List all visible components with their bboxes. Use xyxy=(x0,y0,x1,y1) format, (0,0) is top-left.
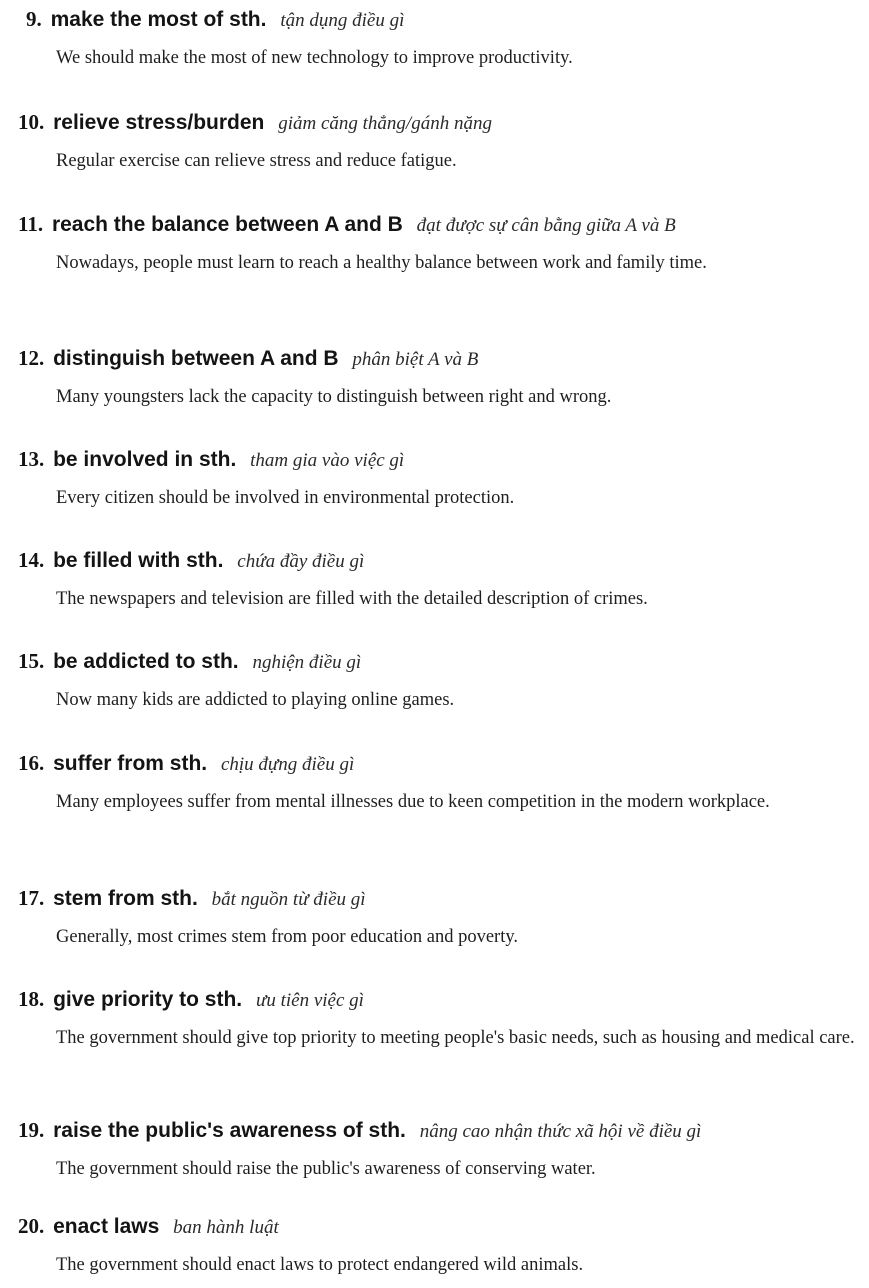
entry-phrase: distinguish between A and B xyxy=(53,347,339,370)
entry-heading xyxy=(18,6,863,34)
entry-number: 9. xyxy=(26,7,42,31)
entry-example: Every citizen should be involved in environmental protection. xyxy=(56,488,515,508)
entry-phrase: relieve stress/burden xyxy=(53,111,265,134)
vocab-entry-16 xyxy=(18,750,863,819)
entry-phrase: be involved in sth. xyxy=(53,448,237,471)
entry-example: Now many kids are addicted to playing online games. xyxy=(56,690,455,710)
entry-example: The newspapers and television are filled with the detailed description of crimes. xyxy=(56,589,648,609)
entry-meaning: ban hành luật xyxy=(173,1217,279,1238)
entry-meaning: chịu đựng điều gì xyxy=(220,754,355,775)
entry-heading xyxy=(18,345,863,373)
entry-meaning: nghiện điều gì xyxy=(252,652,362,673)
entry-meaning: giảm căng thẳng/gánh nặng xyxy=(278,113,492,134)
entry-heading xyxy=(18,986,863,1014)
entry-example: Many employees suffer from mental illnesses due to keen competition in the modern workplace. xyxy=(56,792,770,812)
vocab-entry-14 xyxy=(18,547,863,616)
entry-phrase: give priority to sth. xyxy=(53,988,243,1011)
entry-phrase: enact laws xyxy=(53,1215,160,1238)
entry-phrase: raise the public's awareness of sth. xyxy=(53,1119,406,1142)
entry-phrase: be filled with sth. xyxy=(53,549,224,572)
entry-number: 10. xyxy=(18,110,45,134)
entry-number: 12. xyxy=(18,346,45,370)
entry-number: 15. xyxy=(18,649,45,673)
entry-meaning: đạt được sự cân bằng giữa A và B xyxy=(416,215,676,236)
entry-number: 13. xyxy=(18,447,45,471)
entry-example: Many youngsters lack the capacity to distinguish between right and wrong. xyxy=(56,387,612,407)
entry-number: 11. xyxy=(18,212,44,236)
entry-heading xyxy=(18,109,863,137)
vocab-entry-18 xyxy=(18,986,863,1055)
vocab-entry-12 xyxy=(18,345,863,414)
entry-heading xyxy=(18,211,863,239)
entry-example: The government should enact laws to protect endangered wild animals. xyxy=(56,1255,584,1275)
entry-heading xyxy=(18,446,863,474)
entry-heading xyxy=(18,885,863,913)
vocab-entry-15 xyxy=(18,648,863,717)
vocab-entry-13 xyxy=(18,446,863,515)
entry-phrase: make the most of sth. xyxy=(50,8,267,31)
entry-meaning: tận dụng điều gì xyxy=(280,10,405,31)
entry-heading xyxy=(18,547,863,575)
entry-heading xyxy=(18,1213,863,1241)
entry-number: 20. xyxy=(18,1214,45,1238)
entry-meaning: tham gia vào việc gì xyxy=(250,450,405,471)
vocab-entry-20 xyxy=(18,1213,863,1282)
vocab-entry-17 xyxy=(18,885,863,954)
entry-number: 17. xyxy=(18,886,45,910)
entry-meaning: phân biệt A và B xyxy=(352,349,479,370)
entry-example: Nowadays, people must learn to reach a healthy balance between work and family time. xyxy=(56,253,707,273)
entry-example: Regular exercise can relieve stress and reduce fatigue. xyxy=(56,151,457,171)
entry-phrase: reach the balance between A and B xyxy=(51,213,403,236)
entry-heading xyxy=(18,1117,863,1145)
entry-phrase: suffer from sth. xyxy=(53,752,208,775)
entry-example: The government should give top priority to meeting people's basic needs, such as housing and medical care. xyxy=(56,1028,855,1048)
vocab-entry-19 xyxy=(18,1117,863,1186)
entry-number: 19. xyxy=(18,1118,45,1142)
entry-example: Generally, most crimes stem from poor education and poverty. xyxy=(56,927,519,947)
entry-example: The government should raise the public's awareness of conserving water. xyxy=(56,1159,596,1179)
entry-heading xyxy=(18,648,863,676)
entry-phrase: be addicted to sth. xyxy=(53,650,239,673)
vocab-entry-9 xyxy=(18,6,863,75)
entry-meaning: chứa đầy điều gì xyxy=(237,551,365,572)
entry-meaning: nâng cao nhận thức xã hội về điều gì xyxy=(419,1121,702,1142)
entry-meaning: ưu tiên việc gì xyxy=(255,990,364,1011)
entry-number: 14. xyxy=(18,548,45,572)
entry-phrase: stem from sth. xyxy=(53,887,198,910)
entry-example: We should make the most of new technology to improve productivity. xyxy=(56,48,573,68)
entry-meaning: bắt nguồn từ điều gì xyxy=(211,889,366,910)
entry-number: 18. xyxy=(18,987,45,1011)
entry-heading xyxy=(18,750,863,778)
entry-number: 16. xyxy=(18,751,45,775)
vocab-entry-10 xyxy=(18,109,863,178)
vocab-entry-11 xyxy=(18,211,863,280)
